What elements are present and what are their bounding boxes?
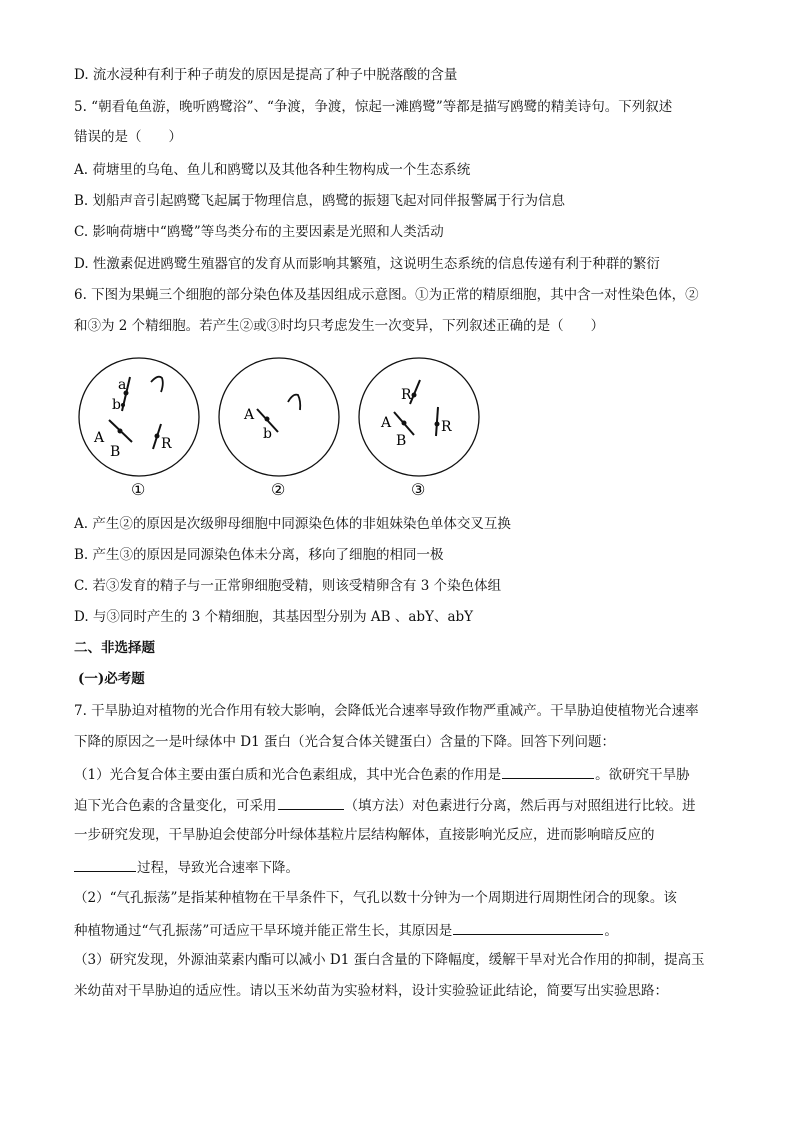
- q5-stem-line1: 5. “朝看龟鱼游，晚听鸥鹭浴”、“争渡，争渡，惊起一滩鸥鹭”等都是描写鸥鹭的精美诗句。下列叙述: [74, 99, 673, 115]
- q7-stem-line2: 下降的原因之一是叶绿体中 D1 蛋白（光合复合体关键蛋白）含量的下降。回答下列问题：: [74, 734, 615, 750]
- gene-R: R: [161, 436, 172, 452]
- gene-b: b: [112, 397, 121, 413]
- gene-A: A: [244, 407, 255, 423]
- q7-part1-text1: （1）光合复合体主要由蛋白质和光合色素组成，其中光合色素的作用是: [74, 767, 502, 783]
- gene-A: A: [94, 430, 105, 446]
- gene-B: B: [110, 444, 121, 460]
- q7-stem-line1: 7. 干旱胁迫对植物的光合作用有较大影响，会降低光合速率导致作物严重减产。干旱胁迫使植物光合速率: [74, 703, 699, 719]
- q6-option-c: C. 若③发育的精子与一正常卵细胞受精，则该受精卵含有 3 个染色体组: [74, 578, 502, 594]
- answer-blank-1[interactable]: [502, 764, 594, 779]
- cell-3-label: ③: [411, 480, 426, 499]
- answer-blank-3[interactable]: [74, 857, 136, 872]
- q7-part1-line1: [74, 764, 724, 784]
- q5-option-b: B. 划船声音引起鸥鹭飞起属于物理信息，鸥鹭的振翅飞起对同伴报警属于行为信息: [74, 193, 566, 209]
- section-2-heading: 二、非选择题: [74, 640, 155, 656]
- q5-option-a: A. 荷塘里的乌龟、鱼儿和鸥鹭以及其他各种生物构成一个生态系统: [74, 162, 471, 178]
- q7-part1-line3: 一步研究发现，干旱胁迫会使部分叶绿体基粒片层结构解体，直接影响光反应，进而影响暗反应的: [74, 827, 655, 843]
- q4-option-d: D. 流水浸种有利于种子萌发的原因是提高了种子中脱落酸的含量: [74, 67, 458, 83]
- subsection-1-heading: (一)必考题: [78, 671, 145, 687]
- q7-part1-line2: [74, 795, 724, 815]
- cell-1-label: ①: [131, 480, 146, 499]
- q7-part1-text2: 。欲研究干旱胁: [595, 767, 690, 783]
- gene-B: B: [396, 433, 407, 449]
- q7-part1-line4: [74, 857, 724, 877]
- cell-3: [359, 358, 479, 476]
- q5-stem-line2: 错误的是（ ）: [74, 129, 182, 145]
- cell-2: [219, 358, 339, 476]
- q7-part1-text3: 迫下光合色素的含量变化，可采用: [74, 798, 277, 814]
- cell-1: [79, 358, 199, 476]
- q6-stem-line2: 和③为 2 个精细胞。若产生②或③时均只考虑发生一次变异，下列叙述正确的是（ ）: [74, 318, 605, 334]
- q6-option-b: B. 产生③的原因是同源染色体未分离，移向了细胞的相同一极: [74, 547, 444, 563]
- gene-A: A: [381, 415, 392, 431]
- q7-part2-text1: 种植物通过“气孔振荡”可适应干旱环境并能正常生长，其原因是: [74, 923, 453, 939]
- q7-part2-line2: [74, 920, 724, 940]
- q6-stem-line1: 6. 下图为果蝇三个细胞的部分染色体及基因组成示意图。①为正常的精原细胞，其中含一对性染色体，②: [74, 287, 699, 303]
- q7-part1-text5: 过程，导致光合速率下降。: [137, 860, 299, 876]
- chromosome-diagram: [74, 352, 494, 502]
- gene-b: b: [263, 426, 272, 442]
- gene-a: a: [118, 377, 127, 393]
- answer-blank-2[interactable]: [278, 795, 344, 810]
- q5-option-c: C. 影响荷塘中“鸥鹭”等鸟类分布的主要因素是光照和人类活动: [74, 224, 444, 240]
- q7-part3-line2: 米幼苗对干旱胁迫的适应性。请以玉米幼苗为实验材料，设计实验验证此结论，简要写出实验思路：: [74, 983, 668, 999]
- q7-part3-line1: （3）研究发现，外源油菜素内酯可以减小 D1 蛋白含量的下降幅度，缓解干旱对光合作用的抑制，提高玉: [74, 952, 705, 968]
- q5-option-d: D. 性激素促进鸥鹭生殖器官的发育从而影响其繁殖，这说明生态系统的信息传递有利于种群的繁衍: [74, 256, 660, 272]
- q7-part2-line1: （2）“气孔振荡”是指某种植物在干旱条件下，气孔以数十分钟为一个周期进行周期性闭合的现象。该: [74, 890, 677, 906]
- gene-R-lower: R: [441, 419, 452, 435]
- cell-2-label: ②: [271, 480, 286, 499]
- q6-option-a: A. 产生②的原因是次级卵母细胞中同源染色体的非姐妹染色单体交叉互换: [74, 516, 511, 532]
- chromosome-figure: [74, 352, 494, 502]
- answer-blank-4[interactable]: [453, 920, 603, 935]
- q6-option-d: D. 与③同时产生的 3 个精细胞，其基因型分别为 AB 、abY、abY: [74, 609, 474, 625]
- q7-part1-text4: （填方法）对色素进行分离，然后再与对照组进行比较。进: [344, 798, 696, 814]
- gene-R-upper: R: [401, 387, 412, 403]
- q7-part2-text2: 。: [604, 923, 618, 939]
